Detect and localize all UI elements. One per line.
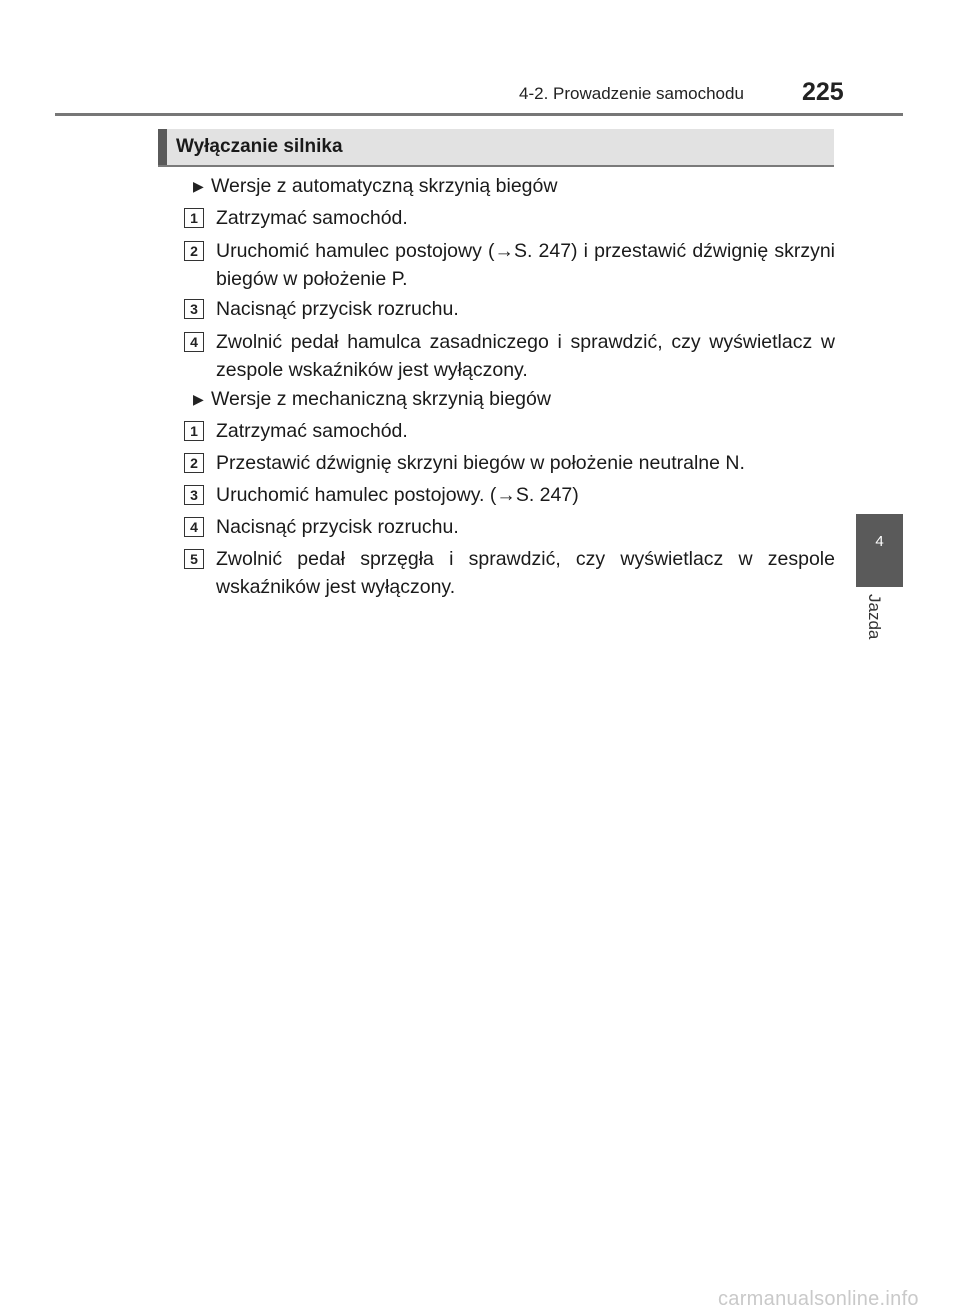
header-divider xyxy=(55,113,903,116)
step-number-badge: 2 xyxy=(184,241,204,261)
step-text: Zwolnić pedał sprzęgła i sprawdzić, czy wyświetlacz w zespole wskaźników jest wyłączony. xyxy=(216,548,835,598)
step-number-badge: 1 xyxy=(184,421,204,441)
header-section-title: 4-2. Prowadzenie samochodu xyxy=(519,84,744,103)
step-text: Uruchomić hamulec postojowy (→S. 247) i przestawić dźwignię skrzyni biegów w położenie P. xyxy=(216,240,835,290)
step-text: Nacisnąć przycisk rozruchu. xyxy=(216,516,459,538)
chapter-tab-number: 4 xyxy=(875,533,884,550)
step-text: Zatrzymać samochód. xyxy=(216,420,408,442)
step-text: Uruchomić hamulec postojowy. (→S. 247) xyxy=(216,484,579,506)
step-number-badge: 1 xyxy=(184,208,204,228)
automatic-subheading xyxy=(193,175,557,198)
step-text: Zwolnić pedał hamulca zasadniczego i sprawdzić, czy wyświetlacz w zespole wskaźników jest wyłączony. xyxy=(216,331,835,381)
step-number-badge: 3 xyxy=(184,485,204,505)
page-header xyxy=(0,0,960,120)
chapter-tab-label: Jazda xyxy=(865,594,884,640)
section-heading-accent xyxy=(158,129,167,165)
step-number-badge: 2 xyxy=(184,453,204,473)
page-number: 225 xyxy=(802,78,844,106)
triangle-bullet-icon: ▶ xyxy=(193,178,204,194)
step-number-badge: 4 xyxy=(184,332,204,352)
step-number-badge: 4 xyxy=(184,517,204,537)
watermark: carmanualsonline.info xyxy=(718,1288,919,1310)
manual-subheading-text: Wersje z mechaniczną skrzynią biegów xyxy=(211,388,551,410)
step-number-badge: 3 xyxy=(184,299,204,319)
triangle-bullet-icon: ▶ xyxy=(193,391,204,407)
step-number-badge: 5 xyxy=(184,549,204,569)
automatic-subheading-text: Wersje z automatyczną skrzynią biegów xyxy=(211,175,558,197)
section-title: Wyłączanie silnika xyxy=(176,136,343,157)
manual-subheading xyxy=(193,388,551,411)
section-heading-bar xyxy=(158,129,834,167)
step-text: Zatrzymać samochód. xyxy=(216,207,408,229)
step-text: Przestawić dźwignię skrzyni biegów w położenie neutralne N. xyxy=(216,452,745,474)
step-text: Nacisnąć przycisk rozruchu. xyxy=(216,298,459,320)
chapter-tab xyxy=(856,514,903,587)
